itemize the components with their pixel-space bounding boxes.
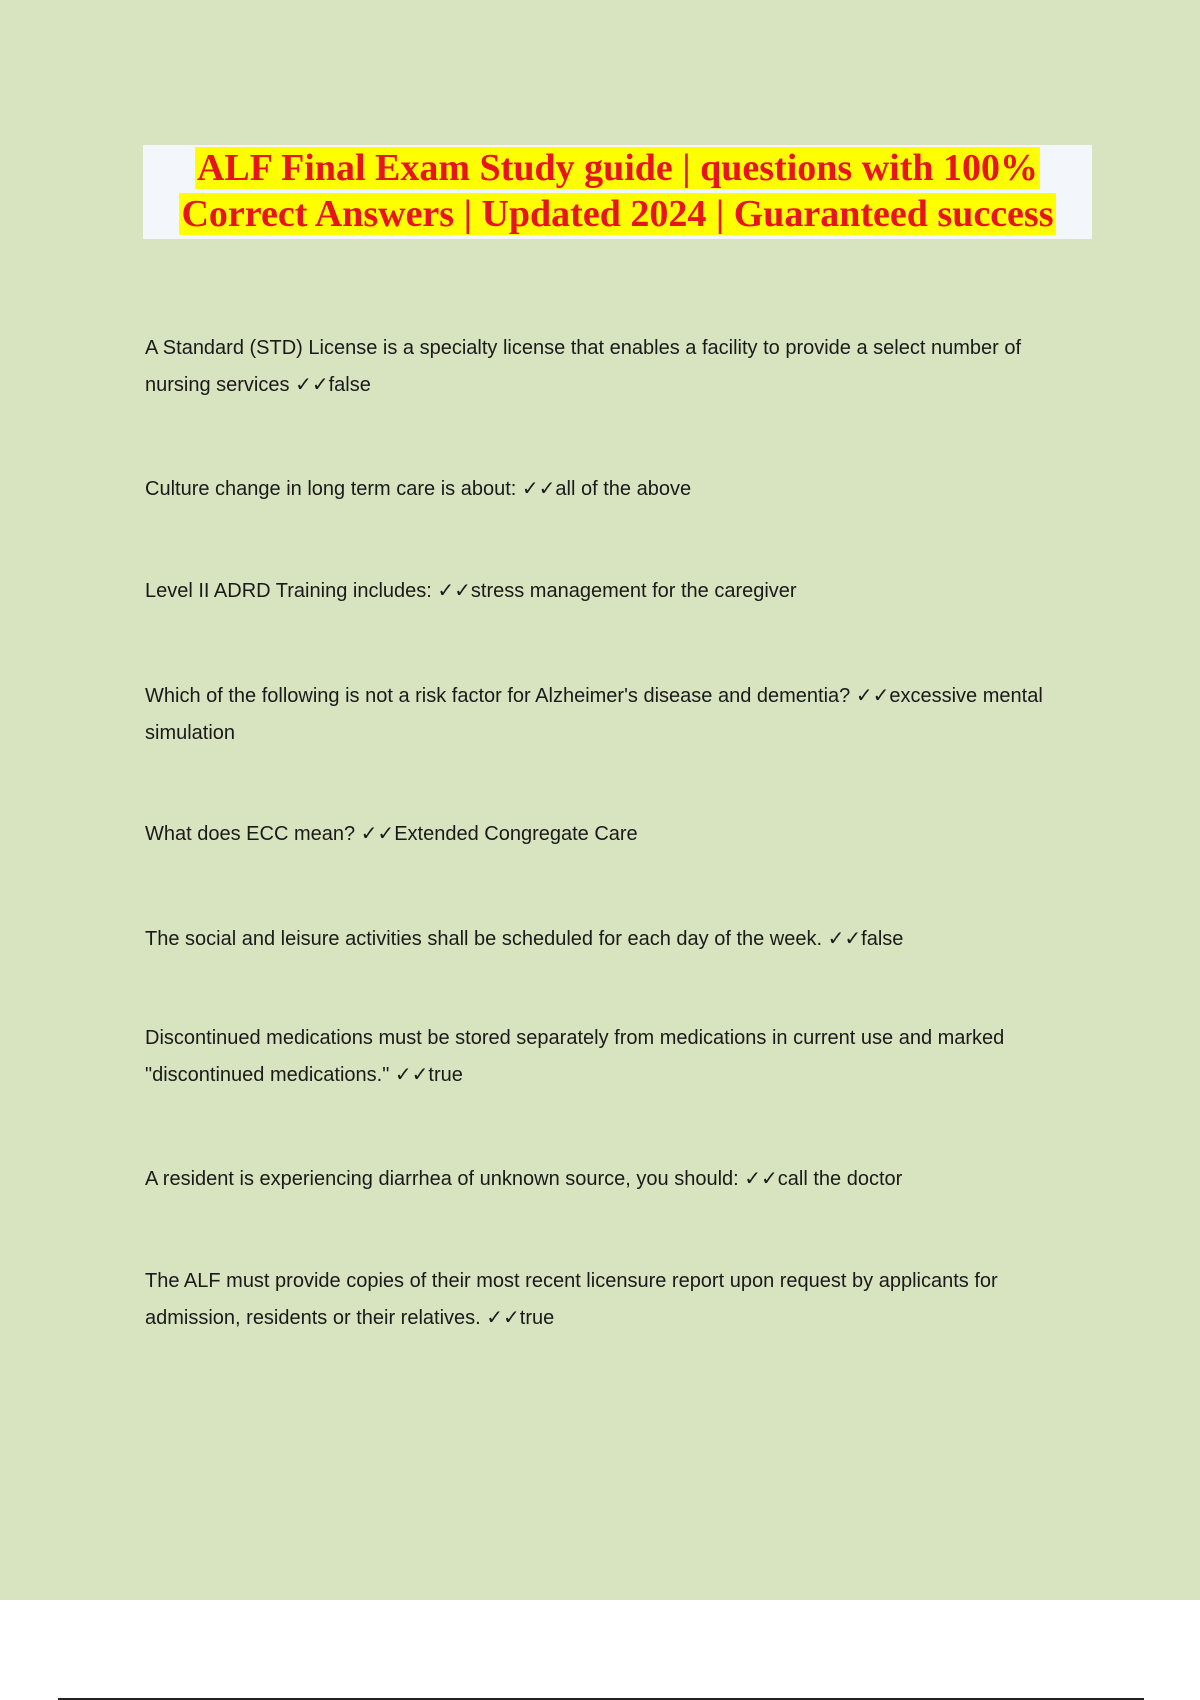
question-text: Culture change in long term care is about: xyxy=(145,478,517,500)
check-icon: ✓✓ xyxy=(360,823,395,845)
qa-item xyxy=(145,330,1085,404)
check-icon: ✓✓ xyxy=(855,685,890,707)
qa-item xyxy=(145,816,1085,853)
qa-item xyxy=(145,573,1085,610)
question-text: A Standard (STD) License is a specialty license that enables a facility to provide a select number of nursing services xyxy=(145,337,1022,396)
check-icon: ✓✓ xyxy=(295,374,329,396)
answer-text: false xyxy=(861,928,904,950)
question-text: The ALF must provide copies of their most recent licensure report upon request by applicants for admission, residents or their relatives. xyxy=(145,1270,998,1329)
check-icon: ✓✓ xyxy=(437,580,471,602)
question-text: Discontinued medications must be stored separately from medications in current use and marked "discontinued medications." xyxy=(145,1027,1005,1086)
qa-item xyxy=(145,471,1085,508)
check-icon: ✓✓ xyxy=(486,1307,520,1329)
title-line-1: ALF Final Exam Study guide | questions with 100% xyxy=(196,147,1038,189)
title-line-2: Correct Answers | Updated 2024 | Guaranteed success xyxy=(181,193,1054,235)
check-icon: ✓✓ xyxy=(827,928,862,950)
question-text: The social and leisure activities shall be scheduled for each day of the week. xyxy=(145,928,823,950)
qa-item xyxy=(145,1263,1085,1337)
answer-text: true xyxy=(428,1064,463,1086)
qa-item xyxy=(145,678,1085,752)
answer-text: true xyxy=(519,1307,555,1329)
answer-text: false xyxy=(328,374,371,396)
document-title xyxy=(143,145,1092,237)
answer-text: all of the above xyxy=(555,478,692,500)
question-text: Which of the following is not a risk factor for Alzheimer's disease and dementia? xyxy=(145,685,851,707)
question-text: A resident is experiencing diarrhea of unknown source, you should: xyxy=(145,1168,739,1190)
answer-text: call the doctor xyxy=(777,1168,903,1190)
answer-text: stress management for the caregiver xyxy=(470,580,797,602)
question-text: What does ECC mean? xyxy=(145,823,356,845)
qa-item xyxy=(145,1020,1085,1094)
question-text: Level II ADRD Training includes: xyxy=(145,580,432,602)
check-icon: ✓✓ xyxy=(394,1064,429,1086)
answer-text: excessive mental simulation xyxy=(145,685,1043,744)
qa-item xyxy=(145,921,1085,958)
check-icon: ✓✓ xyxy=(521,478,556,500)
check-icon: ✓✓ xyxy=(744,1168,778,1190)
answer-text: Extended Congregate Care xyxy=(394,823,638,845)
qa-item xyxy=(145,1161,1085,1198)
